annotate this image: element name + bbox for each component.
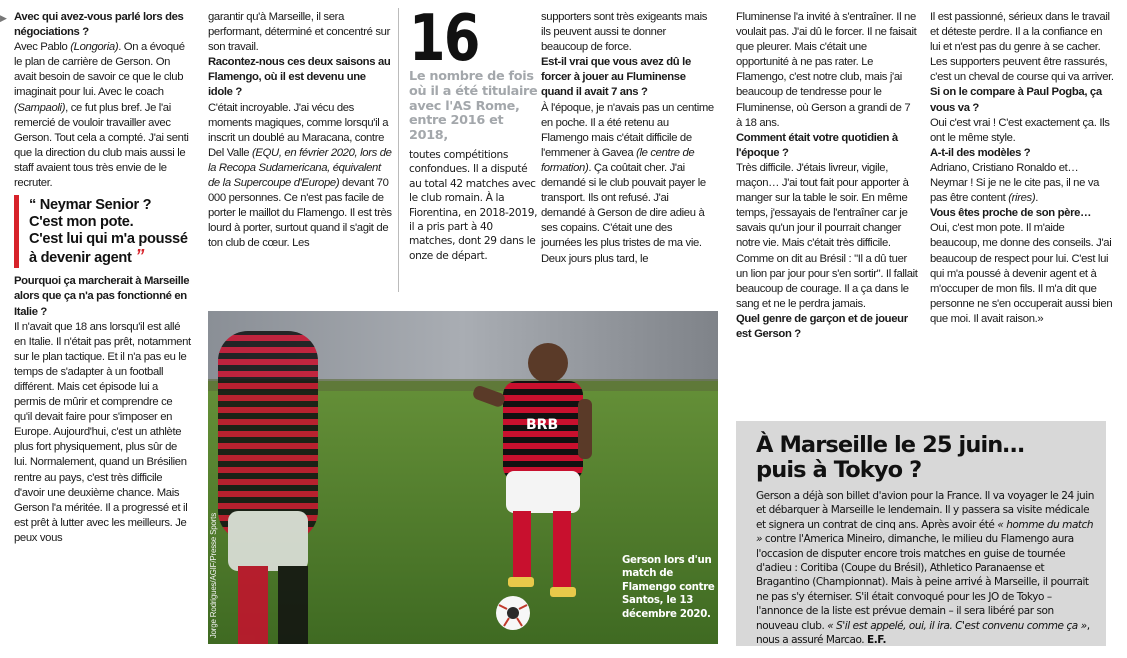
answer-father: Oui, c'est mon pote. Il m'aide beaucoup, me donne des conseils. J'ai beaucoup de respect pour lui. C'est lui qui m'a poussé à devenir agent et à m'occuper de mon fils. Il m'a dit que personne ne s'en occuperait aussi bien que moi. Il avait raison.»	[930, 222, 1113, 325]
answer-flamengo: C'était incroyable. J'ai vécu des moments magiques, comme lorsqu'il a inscrit un doublé au Maracana, contre Del Valle (EQU, en février 2020, lors de la Recopa Sudamericana, équivalent de la Supercoupe d'Europe) devant 70 000 personnes. Ce n'est pas facile de porter le maillot du Flamengo. Il est très lourd à porter, surtout quand il s'agit de ton club de cœur. Les	[208, 101, 392, 250]
box-text: Gerson a déjà son billet d'avion pour la France. Il va voyager le 24 juin et débarquer à Marseille le lendemain. Il y passera sa visite médicale et signera un contrat de cinq ans. Après avoir été « homme du match » contre l'America Mineiro, dimanche, le milieu du Flamengo aura l'occasion de disputer encore trois matches en guise de tournée d'adieu : Coritiba (Coupe du Brésil), Athletico Paranaense et Bragantino (Championnat). Mais à peine arrivé à Marseille, il pourrait ne pas s'y éterniser. S'il était convoqué pour les JO de Tokyo – l'annonce de la liste est prévue demain – il sera libéré par son nouveau club. « S'il est appelé, oui, il ira. C'est convenu comme ça », nous a assuré Marcao. E.F.	[756, 490, 1094, 647]
answer-daily-life: Très difficile. J'étais livreur, vigile, maçon… J'ai tout fait pour apporter à manger sur la table le soir. En même temps, j'essayais de l'entraîner car je savais qu'un jour il pourrait changer notre vie. Mais c'était très difficile. Comme on dit au Brésil : "Il a dû tuer un lion par jour pour s'en sortir". Il fallait beaucoup de courage. Il a ça dans le sang et ne le perdra jamais.	[736, 161, 918, 310]
pull-quote-line: “ Neymar Senior ?	[29, 197, 152, 214]
answer-continued: garantir qu'à Marseille, il sera performant, déterminé et concentré sur son travail.	[208, 11, 390, 54]
question-marseille: Pourquoi ça marcherait à Marseille alors que ça n'a pas fonctionné en Italie ?	[14, 275, 190, 318]
pull-quote-line: à devenir agent ”	[29, 245, 145, 266]
question-daily-life: Comment était votre quotidien à l'époque ?	[736, 131, 898, 159]
article-column-2	[208, 10, 392, 252]
stat-subtitle: Le nombre de fois où il a été titulaire avec l'AS Rome, entre 2016 et 2018,	[409, 69, 538, 144]
question-player-type: Quel genre de garçon et de joueur est Gerson ?	[736, 312, 908, 340]
match-photo	[208, 311, 718, 644]
author-initials: E.F.	[867, 634, 887, 647]
question-pogba: Si on le compare à Paul Pogba, ça vous va ?	[930, 86, 1102, 114]
answer-models: Adriano, Cristiano Ronaldo et… Neymar ! Si je ne le cite pas, il ne va pas être content (rires).	[930, 161, 1100, 205]
pull-quote	[14, 195, 192, 268]
pull-quote-line: C'est mon pote.	[29, 213, 134, 230]
answer-pogba: Oui c'est vrai ! C'est exactement ça. Ils ont le même style.	[930, 116, 1110, 144]
stat-body: toutes compétitions confondues. Il a disputé au total 42 matches avec le club romain. À la Fiorentina, en 2018-2019, il a pris part à 40 matches, dont 29 dans le onze de départ.	[409, 148, 538, 262]
article-column-4	[736, 10, 918, 342]
answer-negotiations: Avec Pablo (Longoria). On a évoqué le plan de carrière de Gerson. On avait besoin de savoir ce que le club imaginait pour lui. Avec le coach (Sampaoli), ce fut plus bref. Je l'ai remercié de vouloir travailler avec Gerson. Tout cela a compté. J'ai senti que la direction du club mais aussi le staff avaient tous très envie de le recruter.	[14, 41, 189, 190]
photo-credit: Jorge Rodrigues/AGIF/Presse Sports	[209, 512, 218, 638]
answer-marseille: Il n'avait que 18 ans lorsqu'il est allé en Italie. Il n'était pas prêt, notamment sur le plan tactique. Et il n'a pas eu le temps de s'adapter à un football différent. Mais cet épisode lui a permis de mûrir et comprendre ce qu'il devait faire pour s'imposer en Europe. Aujourd'hui, c'est un athlète plus fort physiquement, plus sûr de lui. Normalement, quand un Brésilien rentre au pays, c'est très difficile d'avoir une deuxième chance. Mais Gerson l'a méritée. Il a progressé et il est prêt à lutter avec les meilleurs. Je peux vous	[14, 320, 191, 544]
box-title: À Marseille le 25 juin… puis à Tokyo ?	[756, 432, 1025, 483]
question-fluminense: Est-il vrai que vous avez dû le forcer à jouer au Fluminense quand il avait 7 ans ?	[541, 56, 691, 99]
answer-continued: supporters sont très exigeants mais ils peuvent aussi te donner beaucoup de force.	[541, 11, 708, 54]
question-father: Vous êtes proche de son père…	[930, 207, 1092, 220]
continuation-arrow-icon: ▶	[0, 13, 7, 23]
question-flamengo: Racontez-nous ces deux saisons au Flamengo, où il est devenu une idole ?	[208, 56, 391, 99]
stat-sidebar	[398, 2, 539, 292]
tokyo-sidebar-box	[736, 421, 1106, 646]
article-column-3	[541, 10, 715, 267]
shirt-sponsor: BRB	[526, 417, 559, 433]
question-models: A-t-il des modèles ?	[930, 146, 1031, 159]
stat-number: 16	[409, 2, 479, 76]
pull-quote-line: C'est lui qui m'a poussé	[29, 230, 188, 247]
answer-fluminense: À l'époque, je n'avais pas un centime en poche. Il a été retenu au Flamengo mais c'était difficile de l'emmener à Gavea (le centre de formation). Ça coûtait cher. J'ai demandé si le club pouvait payer le transport. Ils ont refusé. J'ai demandé à Gerson de dire adieu à ses copains. C'était une des journées les plus tristes de ma vie. Deux jours plus tard, le	[541, 101, 714, 265]
article-column-5	[930, 10, 1115, 327]
answer-player-type: Il est passionné, sérieux dans le travail et déteste perdre. Il a la confiance en lui et n'est pas du genre à se cacher. Les supporters peuvent être rassurés, c'est un cheval de course qui va arriver.	[930, 11, 1114, 84]
question-negotiations: Avec qui avez-vous parlé lors des négociations ?	[14, 11, 184, 39]
answer-continued: Fluminense l'a invité à s'entraîner. Il ne voulait pas. J'ai dû le forcer. Il ne faisait que pleurer. Mais c'était une opportunité à ne pas rater. Le Flamengo, c'est notre club, mais j'ai beaucoup de tendresse pour le Fluminense, où Gerson a grandi de 7 à 18 ans.	[736, 11, 917, 129]
closing-quote-mark: ”	[135, 245, 145, 266]
football-icon	[496, 596, 530, 630]
article-column-1	[14, 10, 192, 546]
photo-caption: Gerson lors d'un match de Flamengo contre Santos, le 13 décembre 2020.	[622, 555, 715, 620]
